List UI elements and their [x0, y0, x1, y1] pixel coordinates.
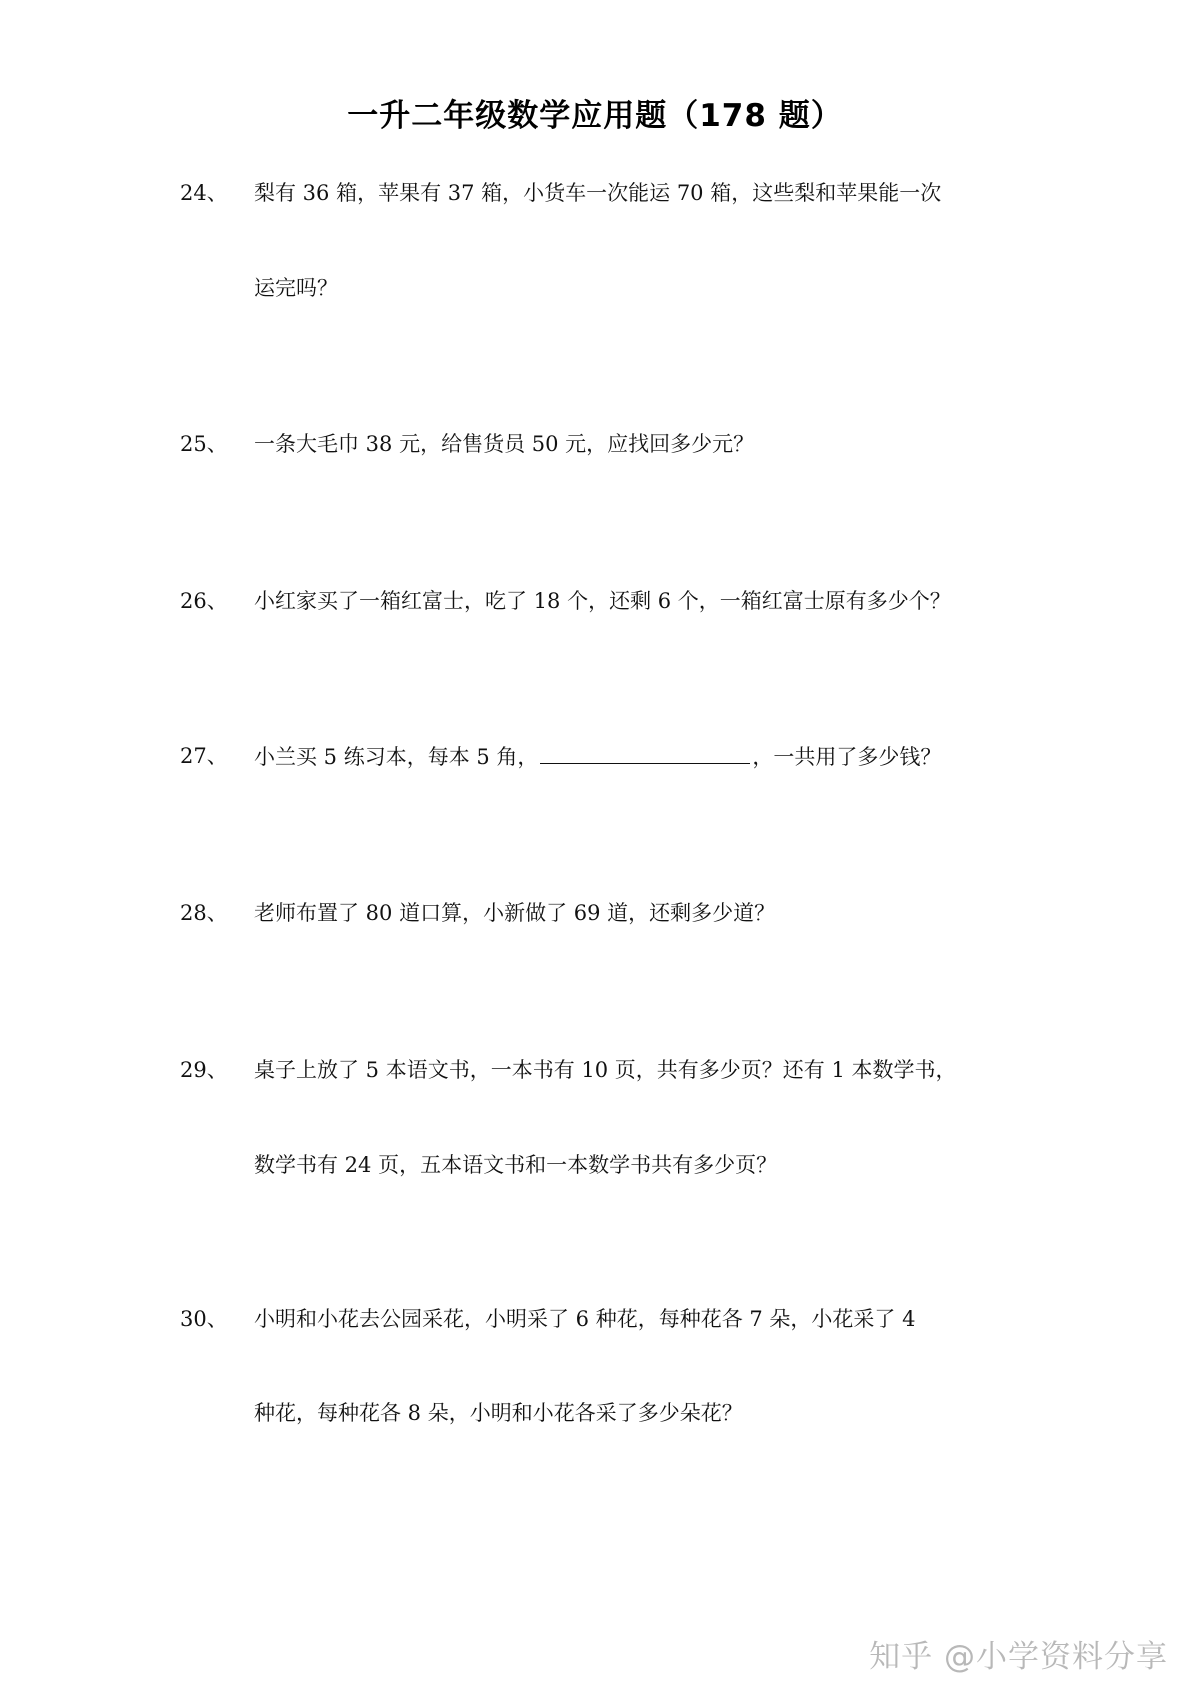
question-30-line-1: 小明和小花去公园采花，小明采了 6 种花，每种花各 7 朵，小花采了 4 [254, 1307, 916, 1331]
question-26-number: 26、 [180, 589, 228, 613]
watermark: 知乎 @小学资料分享 [869, 1639, 1168, 1675]
question-27-line-1 [254, 741, 941, 772]
question-29-number: 29、 [180, 1058, 228, 1082]
question-25-number: 25、 [180, 432, 228, 456]
question-24-line-2: 运完吗？ [254, 276, 338, 300]
question-27-text-after: ，一共用了多少钱？ [752, 745, 942, 769]
question-25-line-1: 一条大毛巾 38 元，给售货员 50 元，应找回多少元？ [254, 432, 755, 456]
question-24-line-1: 梨有 36 箱，苹果有 37 箱，小货车一次能运 70 箱，这些梨和苹果能一次 [254, 181, 942, 205]
question-29-line-2: 数学书有 24 页，五本语文书和一本数学书共有多少页？ [254, 1153, 778, 1177]
question-28-line-1: 老师布置了 80 道口算，小新做了 69 道，还剩多少道？ [254, 901, 776, 925]
question-26-line-1: 小红家买了一箱红富士，吃了 18 个，还剩 6 个，一箱红富士原有多少个？ [254, 589, 951, 613]
answer-blank [540, 741, 750, 764]
question-28-number: 28、 [180, 901, 228, 925]
question-24-number: 24、 [180, 181, 228, 205]
question-30-line-2: 种花，每种花各 8 朵，小明和小花各采了多少朵花？ [254, 1401, 743, 1425]
question-27-text-before: 小兰买 5 练习本，每本 5 角， [254, 745, 539, 769]
page-title: 一升二年级数学应用题（178 题） [347, 98, 843, 134]
question-29-line-1: 桌子上放了 5 本语文书，一本书有 10 页，共有多少页？还有 1 本数学书， [254, 1058, 957, 1082]
question-27-number: 27、 [180, 744, 228, 768]
question-30-number: 30、 [180, 1307, 228, 1331]
